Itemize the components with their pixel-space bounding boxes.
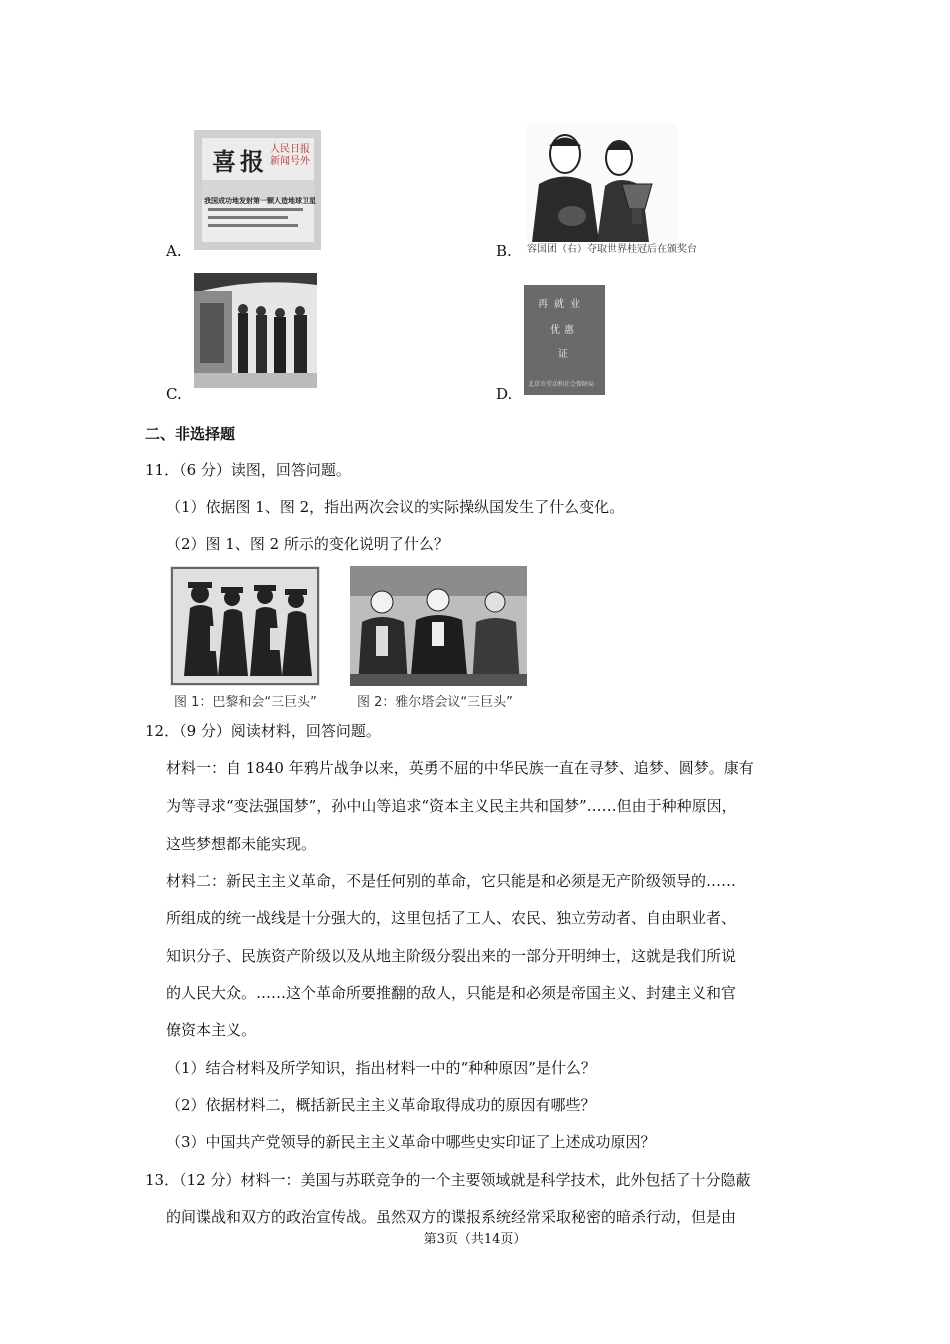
q11-fig1-caption: 图 1：巴黎和会“三巨头” [174,695,317,710]
section-title: 二、非选择题 [145,425,236,443]
option-a-body-line: 我国成功地发射第一颗人造地球卫星 [204,196,316,205]
option-c-label[interactable]: C. [166,385,182,403]
option-c-image [194,273,317,388]
option-a-image [194,130,321,250]
q11-sub1: （1）依据图 1、图 2，指出两次会议的实际操纵国发生了什么变化。 [166,498,625,516]
q12-m1-line-2: 为等寻求“变法强国梦”，孙中山等追求“资本主义民主共和国梦”……但由于种种原因， [166,797,737,815]
option-d-card-line-2: 优惠 [550,325,578,336]
q12-stem: 12．（9 分）阅读材料，回答问题。 [145,722,381,740]
option-d-card-line-1: 再就业 [538,299,586,310]
option-b-label[interactable]: B. [496,242,512,260]
q13-line-1: 13．（12 分）材料一：美国与苏联竞争的一个主要领域就是科学技术，此外包括了十分隐蔽 [145,1171,751,1189]
q11-fig2-image [350,566,527,686]
option-a-masthead: 人民日报 新闻号外 [270,144,310,167]
page-footer: 第3页（共14页） [423,1232,527,1247]
q11-sub2: （2）图 1、图 2 所示的变化说明了什么？ [166,535,449,553]
q12-m2-line-2: 所组成的统一战线是十分强大的，这里包括了工人、农民、独立劳动者、自由职业者、 [166,909,737,927]
option-a-label[interactable]: A. [166,242,182,260]
q12-sub1: （1）结合材料及所学知识，指出材料一中的“种种原因”是什么？ [166,1059,596,1077]
q11-stem: 11．（6 分）读图，回答问题。 [145,461,351,479]
option-b-caption: 容国团（右）夺取世界桂冠后在颁奖台 [527,244,697,255]
q13-line-2: 的间谍战和双方的政治宣传战。虽然双方的谍报系统经常采取秘密的暗杀行动，但是由 [166,1208,737,1226]
q12-sub3: （3）中国共产党领导的新民主主义革命中哪些史实印证了上述成功原因？ [166,1133,656,1151]
option-d-image [524,285,605,395]
q12-m1-line-1: 材料一：自 1840 年鸦片战争以来，英勇不屈的中华民族一直在寻梦、追梦、圆梦。康有 [166,759,754,777]
q12-sub2: （2）依据材料二，概括新民主主义革命取得成功的原因有哪些？ [166,1096,596,1114]
option-d-card-footer: 北京市劳动和社会保障局 [528,381,595,388]
q12-m2-line-3: 知识分子、民族资产阶级以及从地主阶级分裂出来的一部分开明绅士，这就是我们所说 [166,947,737,965]
option-d-card-line-3: 证 [558,349,568,360]
q11-fig1-image [170,566,320,686]
option-a-headline: 喜报 [212,147,268,176]
option-d-label[interactable]: D. [496,385,513,403]
q12-m2-line-5: 僚资本主义。 [166,1021,257,1039]
q12-m2-line-4: 的人民大众。……这个革命所要推翻的敌人，只能是和必须是帝国主义、封建主义和官 [166,984,737,1002]
q11-fig2-caption: 图 2：雅尔塔会议“三巨头” [357,695,513,710]
q12-m2-line-1: 材料二：新民主主义革命，不是任何别的革命，它只能是和必须是无产阶级领导的…… [166,872,737,890]
option-b-image [527,124,677,242]
q12-m1-line-3: 这些梦想都未能实现。 [166,835,317,853]
